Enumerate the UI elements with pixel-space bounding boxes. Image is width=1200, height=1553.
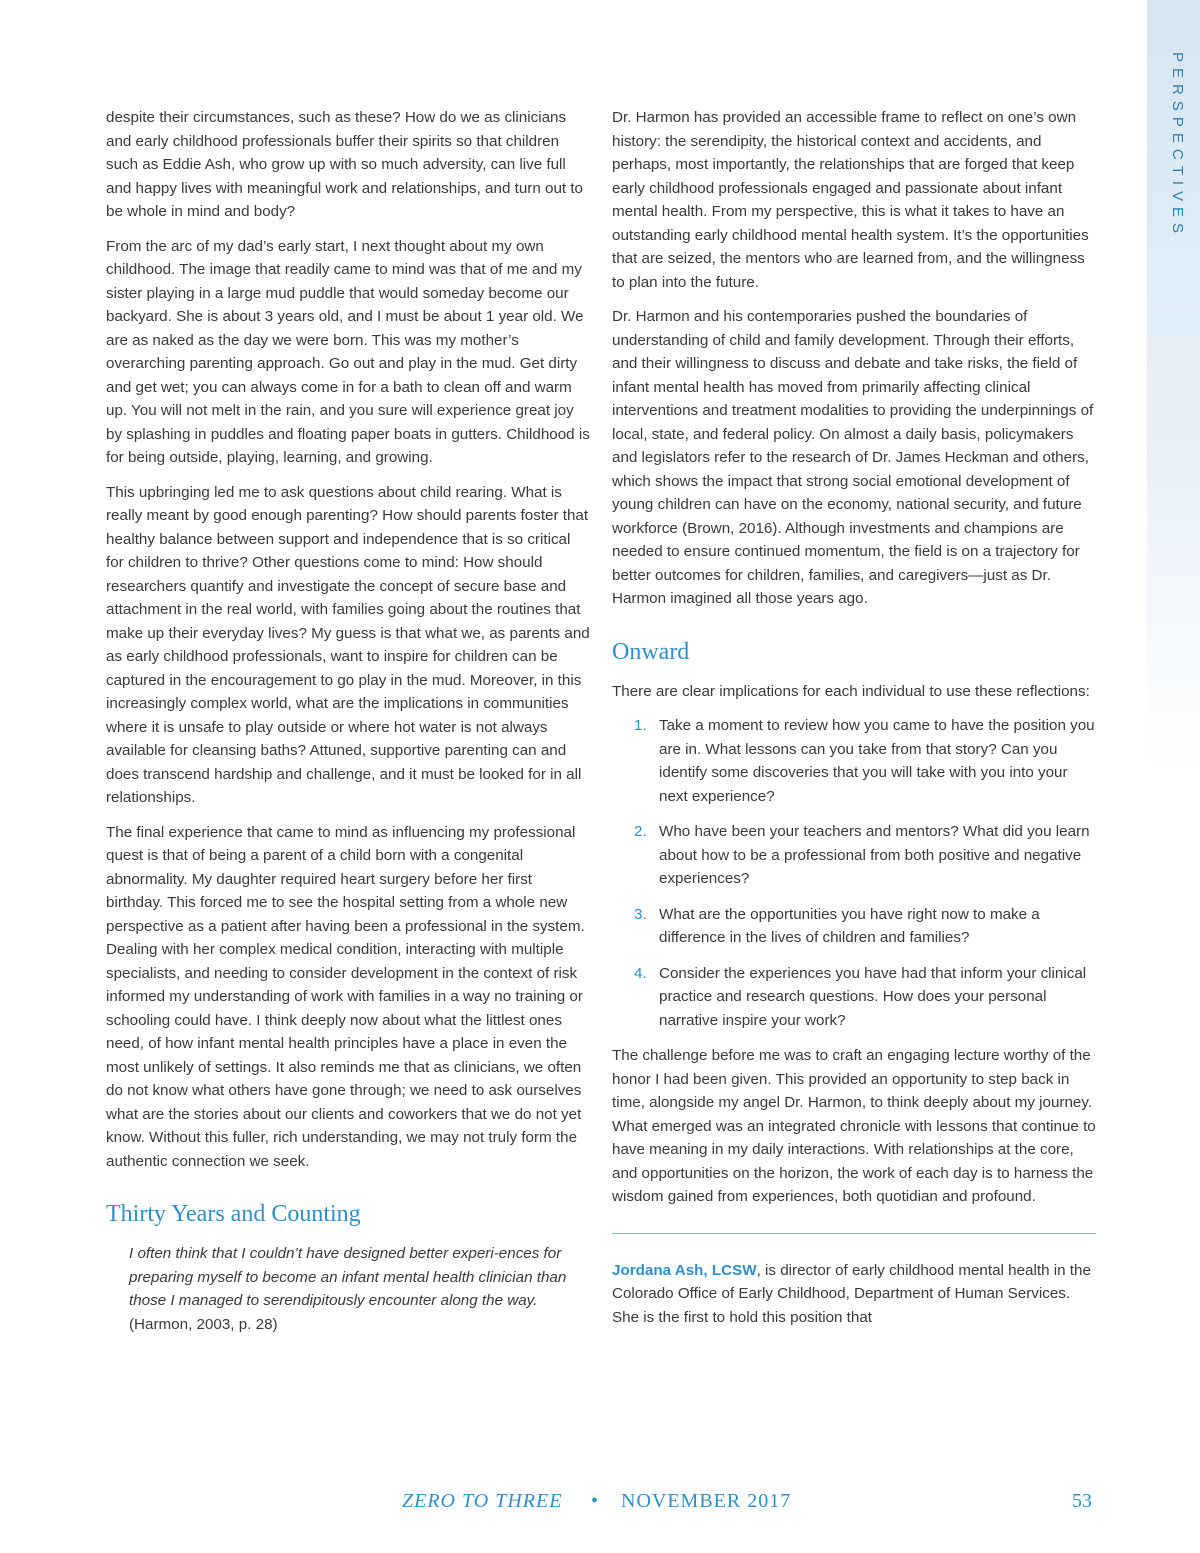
left-paragraph-1: despite their circumstances, such as these? How do we as clinicians and early childhood professionals buffer their spirits so that children such as Eddie Ash, who grow up with so much adversity, can live full and happy lives with meaningful work and relationships, and turn out to be whole in mind and body? — [106, 109, 584, 220]
list-text: Take a moment to review how you came to have the position you are in. What lessons can you take from that story? Can you identify some discoveries that you will take with you into your next experience? — [659, 717, 1095, 805]
list-item — [612, 714, 1096, 808]
section-heading-onward: Onward — [612, 638, 690, 665]
left-paragraph-4: The final experience that came to mind as influencing my professional quest is that of being a parent of a child born with a congenital abnormality. My daughter required heart surgery before her first birthday. This forced me to see the hospital setting from a whole new perspective as a patient after having been a professional in the system. Dealing with her complex medical condition, interacting with multiple specialists, and needing to consider development in the context of risk informed my understanding of work with families in a way no training or schooling could have. I think deeply now about what the littlest ones need, of how infant mental health principles have a place in even the most unlikely of settings. It also reminds me that as clinicians, we often do not know what others have gone through; we need to ask ourselves what are the stories about our clients and coworkers that we do not yet know. Without this fuller, rich understanding, we may not truly form the authentic connection we seek. — [106, 823, 585, 1170]
left-paragraph-3: This upbringing led me to ask questions about child rearing. What is really meant by good enough parenting? How should parents foster that healthy balance between support and independence that is so critical for children to thrive? Other questions come to mind: How should researchers quantify and investigate the concept of secure base and attachment in the real world, with families going about the routines that make up their everyday lives? My guess is that what we, as parents and as early childhood professionals, want to inspire for children can be captured in the encouragement to go play in the mud. Moreover, in this increasingly complex world, what are the implications in communities where it is unsafe to play outside or where hot water is not always available for cleansing baths? Attuned, supportive parenting can and does transcend hardship and challenge, and it must be looked for in all relationships. — [106, 483, 590, 806]
quote-text: I often think that I couldn’t have designed better experi-ences for preparing myself to become an infant mental health clinician than those I managed to serendipitously encounter along the way. — [129, 1245, 567, 1309]
list-item — [612, 962, 1096, 1033]
list-text: What are the opportunities you have right now to make a difference in the lives of children and families? — [659, 905, 1040, 946]
right-paragraph-2: Dr. Harmon and his contemporaries pushed the boundaries of understanding of child and family development. Through their efforts, and their willingness to discuss and debate and take risks, the field of infant mental health has moved from primarily affecting clinical interventions and treatment modalities to providing the underpinnings of local, state, and federal policy. On almost a daily basis, policymakers and legislators refer to the research of Dr. James Heckman and others, which shows the impact that strong social emotional development of young children can have on the economy, national security, and future workforce (Brown, 2016). Although investments and champions are needed to ensure continued momentum, the field is on a trajectory for better outcomes for children, families, and caregivers—just as Dr. Harmon imagined all those years ago. — [612, 308, 1094, 607]
list-number: 4. — [634, 964, 647, 982]
list-item — [612, 903, 1096, 950]
block-quote — [106, 1242, 590, 1336]
author-name: Jordana Ash, LCSW — [612, 1261, 757, 1279]
reflection-list — [612, 714, 1096, 1032]
author-bio — [612, 1259, 1096, 1330]
footer-separator: • — [591, 1490, 599, 1512]
quote-citation: (Harmon, 2003, p. 28) — [129, 1315, 278, 1333]
issue-date: NOVEMBER 2017 — [621, 1490, 792, 1512]
right-paragraph-1: Dr. Harmon has provided an accessible frame to reflect on one’s own history: the serendipity, the historical context and accidents, and perhaps, most importantly, the relationships that are forged that keep early childhood professionals engaged and passionate about infant mental health. From my perspective, this is what it takes to have an outstanding early childhood mental health system. It’s the opportunities that are seized, the mentors who are learned from, and the willingness to plan into the future. — [612, 109, 1089, 291]
section-heading-thirty-years: Thirty Years and Counting — [106, 1201, 361, 1227]
page-number: 53 — [1072, 1490, 1092, 1512]
list-intro: There are clear implications for each individual to use these reflections: — [612, 682, 1090, 700]
list-text: Who have been your teachers and mentors? What did you learn about how to be a professional from both positive and negative experiences? — [659, 823, 1090, 887]
list-number: 2. — [634, 823, 647, 840]
list-number: 3. — [634, 905, 647, 923]
list-item — [612, 820, 1096, 891]
left-paragraph-2: From the arc of my dad’s early start, I next thought about my own childhood. The image that readily came to mind was that of me and my sister playing in a large mud puddle that would someday become our backyard. She is about 3 years old, and I must be about 1 year old. We are as naked as the day we were born. This was my mother’s overarching parenting approach. Go out and play in the mud. Get dirty and get wet; you can always come in for a bath to clean off and warm up. You will not melt in the rain, and you sure will experience great joy by splashing in puddles and floating paper boats in gutters. Childhood is for being outside, playing, learning, and growing. — [106, 237, 590, 466]
author-bio-text: , is director of early childhood mental health in the Colorado Office of Early Childhood, Department of Human Services. She is the first to hold this position that — [612, 1261, 1091, 1326]
list-text: Consider the experiences you have had that inform your clinical practice and research questions. How does your personal narrative inspire your work? — [659, 964, 1087, 1029]
left-column — [106, 106, 590, 1336]
section-label: PERSPECTIVES — [1169, 52, 1186, 240]
bio-divider — [612, 1233, 1096, 1234]
right-column — [612, 106, 1096, 1340]
publication-name: ZERO TO THREE — [402, 1490, 563, 1512]
right-paragraph-3: The challenge before me was to craft an engaging lecture worthy of the honor I had been given. This provided an opportunity to step back in time, alongside my angel Dr. Harmon, to think deeply about my journey. What emerged was an integrated chronicle with lessons that continue to have meaning in my daily interactions. With relationships at the core, and opportunities on the horizon, the work of each day is to harness the wisdom gained from experiences, both quotidian and profound. — [612, 1047, 1096, 1205]
list-number: 1. — [634, 717, 647, 734]
